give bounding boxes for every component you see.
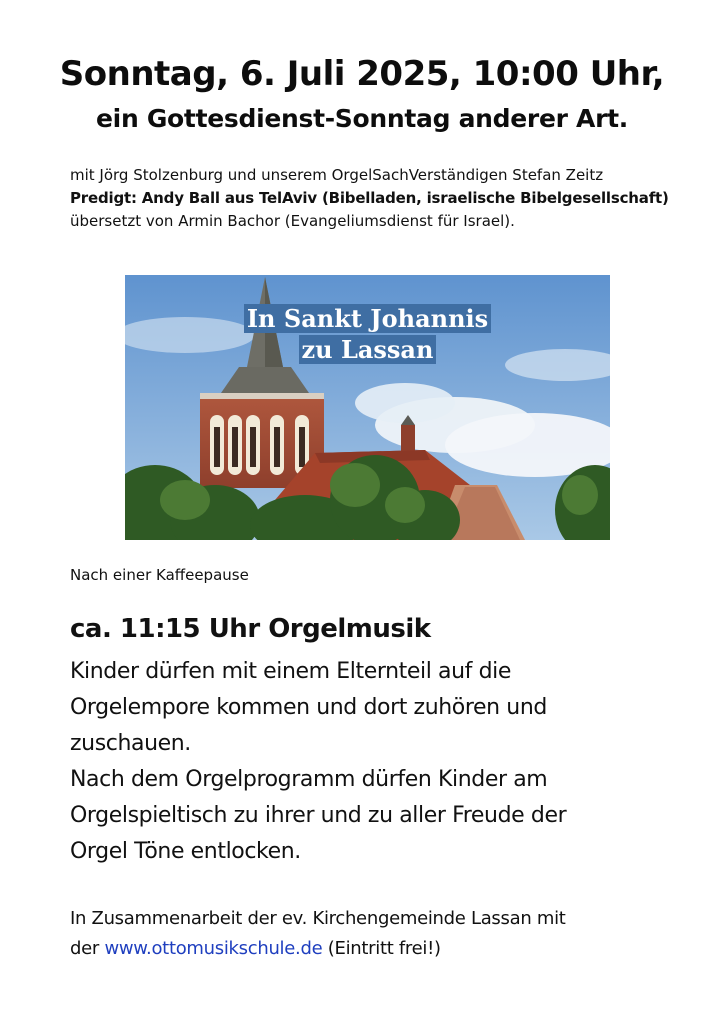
intro-paragraph (70, 164, 670, 233)
organ-line: Kinder dürfen mit einem Elternteil auf die (70, 659, 512, 684)
footer-prefix: der (70, 938, 100, 959)
footer-line1: In Zusammenarbeit der ev. Kirchengemeinde Lassan mit (70, 908, 566, 929)
event-subtitle: ein Gottesdienst-Sonntag anderer Art. (96, 104, 628, 133)
photo-caption-line1: In Sankt Johannis (244, 304, 491, 333)
footer-line2 (70, 934, 670, 964)
organ-description (70, 654, 670, 870)
organ-line: Orgelempore kommen und dort zuhören und (70, 695, 547, 720)
church-photo (125, 275, 610, 540)
photo-caption (125, 303, 610, 365)
photo-caption-line2: zu Lassan (299, 335, 437, 364)
organ-section-title: ca. 11:15 Uhr Orgelmusik (70, 614, 431, 644)
organ-line: Orgel Töne entlocken. (70, 839, 301, 864)
intro-participants: mit Jörg Stolzenburg und unserem OrgelSachVerständigen Stefan Zeitz (70, 166, 604, 184)
footer-suffix: (Eintritt frei!) (327, 938, 441, 959)
intro-sermon: Predigt: Andy Ball aus TelAviv (Bibelladen, israelische Bibelgesellschaft) (70, 189, 669, 207)
organ-line: zuschauen. (70, 731, 191, 756)
organ-line: Nach dem Orgelprogramm dürfen Kinder am (70, 767, 548, 792)
music-school-link[interactable]: www.ottomusikschule.de (104, 938, 323, 959)
footer-note (70, 904, 670, 964)
pause-note: Nach einer Kaffeepause (70, 566, 249, 584)
intro-translation: übersetzt von Armin Bachor (Evangeliumsdienst für Israel). (70, 212, 515, 230)
organ-line: Orgelspieltisch zu ihrer und zu aller Freude der (70, 803, 567, 828)
event-date-headline: Sonntag, 6. Juli 2025, 10:00 Uhr, (59, 54, 665, 94)
